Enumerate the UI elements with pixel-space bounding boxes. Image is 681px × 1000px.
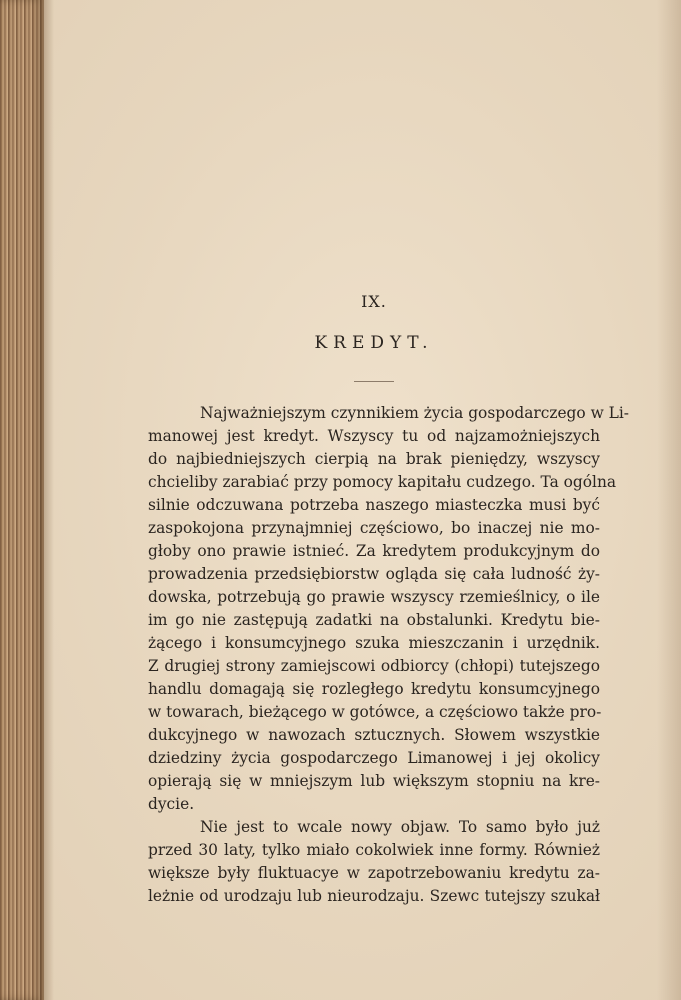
gutter-shadow (44, 0, 54, 1000)
text-line: w towarach, bieżącego w gotówce, a częściowo także pro- (148, 703, 602, 721)
chapter-number: IX. (361, 292, 387, 311)
text-line: manowej jest kredyt. Wszyscy tu od najzamożniejszych (148, 427, 600, 445)
text-line: silnie odczuwana potrzeba naszego miasteczka musi być (148, 496, 600, 514)
text-line: głoby ono prawie istnieć. Za kredytem produkcyjnym do (148, 542, 600, 560)
text-line: większe były fluktuacye w zapotrzebowaniu kredytu za- (148, 864, 600, 882)
text-line: Nie jest to wcale nowy objaw. To samo było już (200, 818, 600, 836)
text-line: dziedziny życia gospodarczego Limanowej i jej okolicy (148, 749, 600, 767)
text-line: opierają się w mniejszym lub większym stopniu na kre- (148, 772, 600, 790)
text-line: leżnie od urodzaju lub nieurodzaju. Szewc tutejszy szukał (148, 887, 600, 905)
text-line: prowadzenia przedsiębiorstw ogląda się cała ludność ży- (148, 565, 600, 583)
chapter-title: KREDYT. (314, 333, 434, 353)
text-line: do najbiedniejszych cierpią na brak pieniędzy, wszyscy (148, 450, 600, 468)
page-edge-shadow (657, 0, 681, 1000)
text-line: zaspokojona przynajmniej częściowo, bo inaczej nie mo- (148, 519, 600, 537)
text-line: handlu domagają się rozległego kredytu konsumcyjnego (148, 680, 600, 698)
text-line: chcieliby zarabiać przy pomocy kapitału cudzego. Ta ogólna (148, 473, 617, 491)
text-line: Najważniejszym czynnikiem życia gospodarczego w Li- (200, 404, 629, 422)
title-divider (354, 381, 394, 382)
book-spine-edge (0, 0, 44, 1000)
text-line: dowska, potrzebują go prawie wszyscy rzemieślnicy, o ile (148, 588, 600, 606)
text-line: im go nie zastępują zadatki na obstalunki. Kredytu bie- (148, 611, 600, 629)
text-line: żącego i konsumcyjnego szuka mieszczanin i urzędnik. (148, 634, 600, 652)
text-line: dycie. (148, 795, 195, 813)
text-line: Z drugiej strony zamiejscowi odbiorcy (chłopi) tutejszego (148, 657, 600, 675)
text-line: przed 30 laty, tylko miało cokolwiek inne formy. Również (148, 841, 600, 859)
text-line: dukcyjnego w nawozach sztucznych. Słowem wszystkie (148, 726, 600, 744)
